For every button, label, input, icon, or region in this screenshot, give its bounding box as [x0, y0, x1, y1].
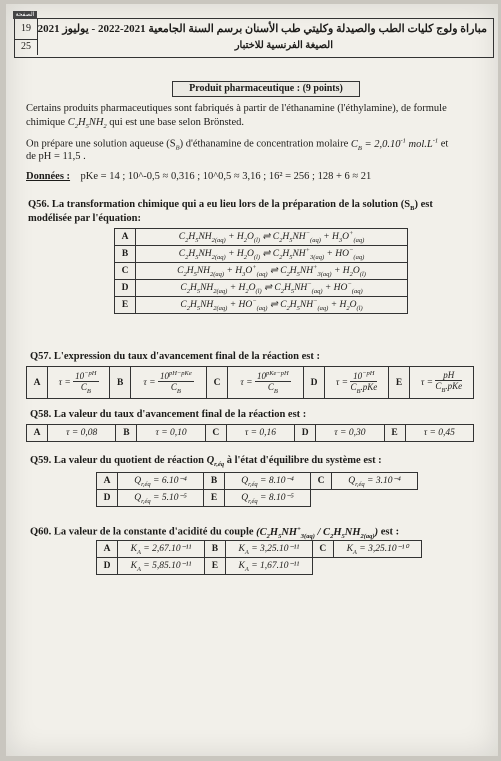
q58-options-table [26, 424, 474, 442]
intro-line-4: de pH = 11,5 . [26, 151, 86, 162]
q59-label-e[interactable]: E [204, 490, 225, 507]
intro-line-2-prefix: chimique [26, 117, 66, 128]
exam-header [14, 12, 494, 58]
data-label: Données : [26, 171, 71, 182]
q59-label-b[interactable]: B [204, 473, 225, 490]
q59-option-d[interactable]: $Q_{r,éq} = 5.10^{-5}$ [118, 490, 204, 507]
q59-options-table [96, 472, 418, 507]
q56-option-a[interactable]: A $C_2H_5NH_{2(aq)} + H_2O_{(l)}$ ⇌ $C_2H_5NH^-_{(aq)} + H_3O^+_{(aq)}$ [115, 229, 408, 246]
q58-label-d[interactable]: D [295, 425, 316, 442]
q58-label-b[interactable]: B [116, 425, 137, 442]
q57-label-d[interactable]: D [304, 367, 325, 399]
q59-option-a[interactable]: $Q_{r,éq} = 6.10^{-4}$ [118, 473, 204, 490]
q57-title: Q57. L'expression du taux d'avancement final de la réaction est : [30, 351, 321, 362]
q58-title: Q58. La valeur du taux d'avancement final de la réaction est : [30, 409, 307, 420]
q58-option-b[interactable]: τ = 0,10 [137, 425, 205, 442]
q56-option-e[interactable]: E $C_2H_5NH_{2(aq)} + HO^-_{(aq)}$ ⇌ $C_2H_5NH^-_{(aq)} + H_2O_{(l)}$ [115, 297, 408, 314]
page-tag: الصفحة [13, 11, 37, 19]
q57-label-c[interactable]: C [207, 367, 228, 399]
intro-line-2: chimique $C_2H_5NH_2$ qui est une base selon Brönsted. [26, 117, 245, 131]
header-title: مباراة ولوج كليات الطب والصيدلة وكليتي طب الأسنان برسم السنة الجامعية 2021-2022 - يوليوز 2021 [37, 23, 487, 35]
q57-option-b[interactable]: τ = $\frac{10^{pH-pKe}}{C_B}$ [131, 367, 207, 399]
q57-option-d[interactable]: τ = $\frac{10^{-pH}}{C_B.pKe}$ [325, 367, 389, 399]
q57-label-a[interactable]: A [27, 367, 48, 399]
page-current: 19 [21, 23, 31, 34]
q60-label-b[interactable]: B [204, 541, 225, 558]
q60-option-b[interactable]: $K_A = 3,25.10^{-11}$ [225, 541, 312, 558]
header-subtitle: الصيغة الفرنسية للاختبار [234, 40, 333, 51]
q57-option-e[interactable]: τ = $\frac{pH}{C_B.pKe}$ [410, 367, 474, 399]
q56-title-2: modélisée par l'équation: [28, 213, 141, 224]
q58-label-c[interactable]: C [205, 425, 226, 442]
intro-line-1: Certains produits pharmaceutiques sont fabriqués à partir de l'éthanamine (l'éthylamine), de formule [26, 103, 447, 114]
q59-option-b[interactable]: $Q_{r,éq} = 8.10^{-4}$ [225, 473, 311, 490]
q57-label-b[interactable]: B [110, 367, 131, 399]
q57-options-table [26, 366, 474, 399]
q60-label-a[interactable]: A [97, 541, 118, 558]
q58-label-a[interactable]: A [27, 425, 48, 442]
q58-option-c[interactable]: τ = 0,16 [226, 425, 294, 442]
q60-option-a[interactable]: $K_A = 2,67.10^{-11}$ [118, 541, 205, 558]
q60-title: Q60. La valeur de la constante d'acidité du couple $(C_2H_5NH^+_{3(aq)} / C_2H_5NH_{2(aq)})$ est : [30, 525, 400, 540]
q60-label-d[interactable]: D [97, 558, 118, 575]
q59-option-c[interactable]: $Q_{r,éq} = 3.10^{-4}$ [332, 473, 418, 490]
q58-label-e[interactable]: E [384, 425, 405, 442]
page-number-box [15, 12, 38, 55]
q59-label-a[interactable]: A [97, 473, 118, 490]
exam-page [6, 4, 498, 756]
q56-option-d[interactable]: D $C_2H_5NH_{2(aq)} + H_2O_{(l)}$ ⇌ $C_2H_5NH^-_{(aq)} + HO^-_{(aq)}$ [115, 280, 408, 297]
section-title: Produit pharmaceutique : (9 points) [172, 81, 360, 97]
q59-option-e[interactable]: $Q_{r,éq} = 8.10^{-5}$ [225, 490, 311, 507]
q60-option-d[interactable]: $K_A = 5,85.10^{-11}$ [118, 558, 205, 575]
q56-option-c[interactable]: C $C_2H_5NH_{2(aq)} + H_3O^+_{(aq)}$ ⇌ $C_2H_5NH^+_{3(aq)} + H_2O_{(l)}$ [115, 263, 408, 280]
q57-option-c[interactable]: τ = $\frac{10^{pKe-pH}}{C_B}$ [228, 367, 304, 399]
q59-label-c[interactable]: C [311, 473, 332, 490]
q59-label-d[interactable]: D [97, 490, 118, 507]
q60-option-e[interactable]: $K_A = 1,67.10^{-11}$ [225, 558, 312, 575]
data-values: pKe = 14 ; 10^-0,5 ≈ 0,316 ; 10^0,5 ≈ 3,16 ; 16² = 256 ; 128 + 6 ≈ 21 [80, 171, 372, 182]
q60-label-e[interactable]: E [204, 558, 225, 575]
data-line [26, 170, 496, 184]
page-total: 25 [15, 39, 37, 52]
q60-option-c[interactable]: $K_A = 3,25.10^{-10}$ [333, 541, 421, 558]
q58-option-e[interactable]: τ = 0,45 [405, 425, 473, 442]
q58-option-d[interactable]: τ = 0,30 [316, 425, 384, 442]
intro-line-3: On prépare une solution aqueuse $(S_B)$ d'éthanamine de concentration molaire $C_B = 2,0.10^{-1}$ $mol.L^{-1}$ et [26, 137, 449, 152]
q56-title: Q56. La transformation chimique qui a eu lieu lors de la préparation de la solution $(S_B)$ est [28, 199, 433, 213]
q57-label-e[interactable]: E [389, 367, 410, 399]
q60-label-c[interactable]: C [312, 541, 333, 558]
q56-options-table [114, 228, 408, 314]
q60-options-table [96, 540, 422, 575]
q59-title: Q59. La valeur du quotient de réaction $Q_{r,éq}$ à l'état d'équilibre du système est : [30, 455, 382, 469]
q56-option-b[interactable]: B $C_2H_5NH_{2(aq)} + H_2O_{(l)}$ ⇌ $C_2H_5NH^+_{3(aq)} + HO^-_{(aq)}$ [115, 246, 408, 263]
q58-option-a[interactable]: τ = 0,08 [48, 425, 116, 442]
q57-option-a[interactable]: τ = $\frac{10^{-pH}}{C_B}$ [48, 367, 110, 399]
intro-line-2-text: qui est une base selon Brönsted. [109, 117, 245, 128]
